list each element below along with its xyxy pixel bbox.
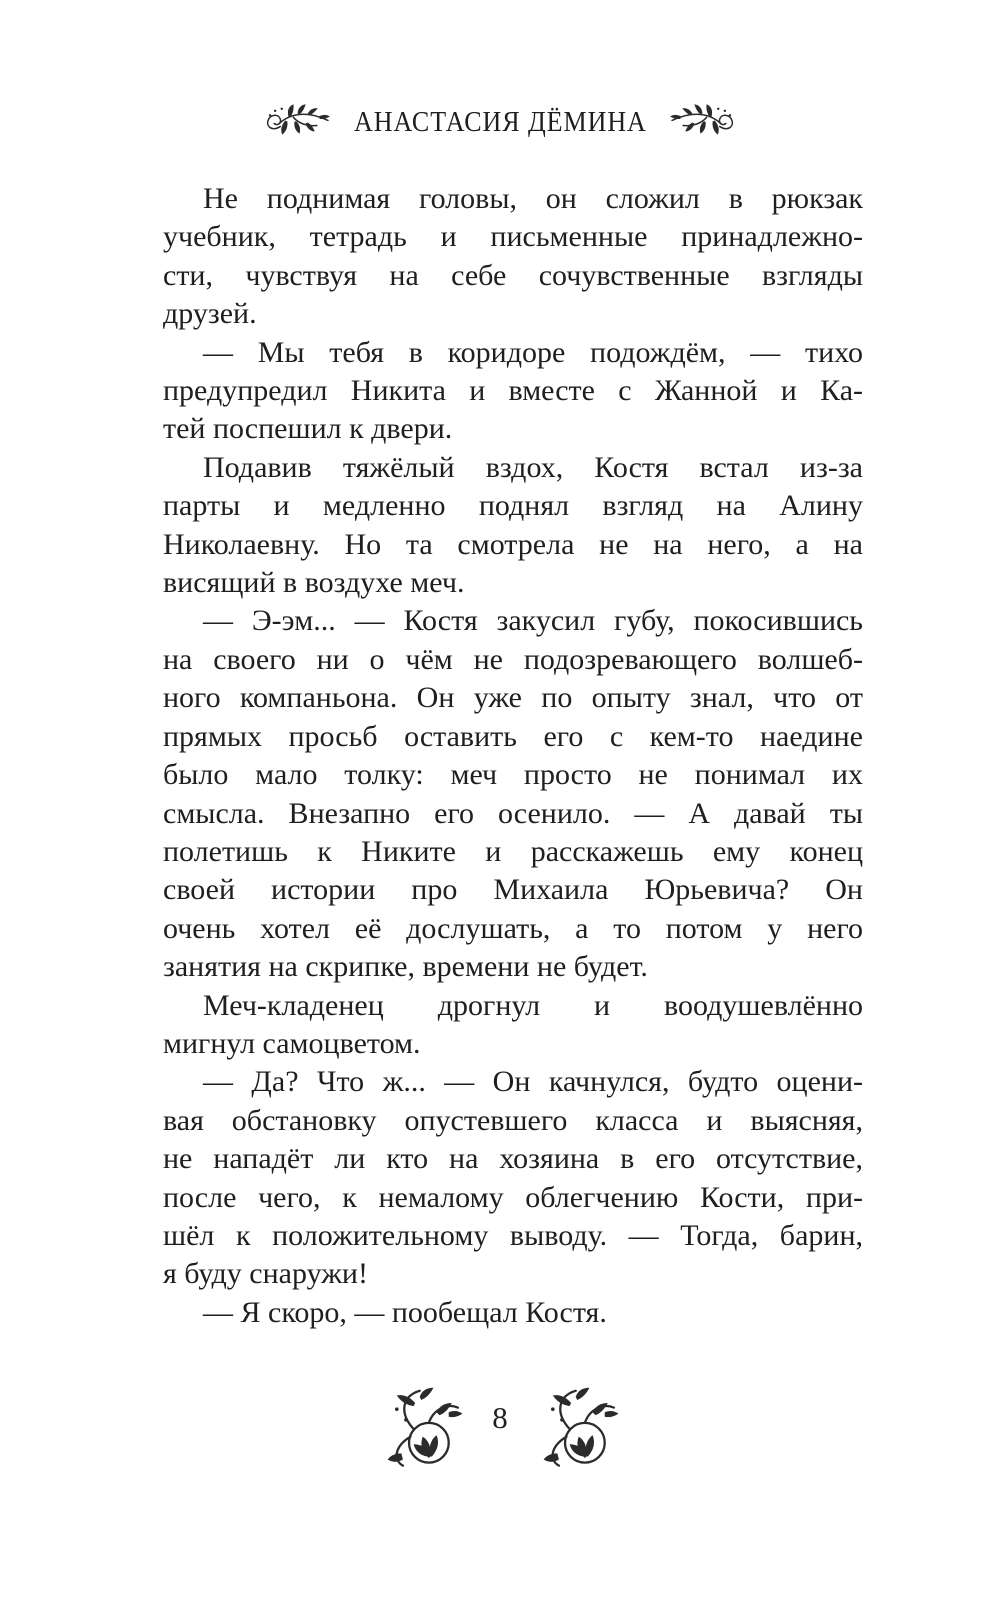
text-line: предупредил Никита и вместе с Жанной и Ка- xyxy=(163,374,863,408)
text-line: я буду снаружи! xyxy=(163,1257,368,1291)
page-footer xyxy=(0,1386,1000,1472)
text-line: вая обстановку опустевшего класса и выясняя, xyxy=(163,1103,863,1137)
text-line: парты и медленно поднял взгляд на Алину xyxy=(163,489,863,523)
floral-flourish-icon xyxy=(669,96,735,150)
paragraph xyxy=(163,1063,863,1293)
paragraph xyxy=(163,987,863,1064)
author-name: АНАСТАСИЯ ДЁМИНА xyxy=(353,107,647,138)
text-line: очень хотел её дослушать, а то потом у него xyxy=(163,911,863,945)
text-line: прямых просьб оставить его с кем-то наедине xyxy=(163,719,863,753)
page-number: 8 xyxy=(492,1400,508,1435)
text-line: Не поднимая головы, он сложил в рюкзак xyxy=(203,182,863,215)
floral-flourish-icon xyxy=(265,96,331,150)
text-line: — Я скоро, — пообещал Костя. xyxy=(203,1295,607,1329)
text-line: Меч-кладенец дрогнул и воодушевлённо xyxy=(203,988,863,1022)
text-line: мигнул самоцветом. xyxy=(163,1026,421,1060)
text-line: Подавив тяжёлый вздох, Костя встал из-за xyxy=(203,450,863,484)
paragraph xyxy=(163,1294,863,1332)
text-line: друзей. xyxy=(163,297,257,331)
text-line: после чего, к немалому облегчению Кости, при- xyxy=(163,1180,863,1214)
page-text xyxy=(163,180,863,1332)
text-line: — Мы тебя в коридоре подождём, — тихо xyxy=(203,335,863,369)
paragraph xyxy=(163,602,863,986)
text-line: ного компаньона. Он уже по опыту знал, что от xyxy=(163,681,863,715)
floral-flourish-circle-icon xyxy=(380,1386,464,1472)
text-line: Николаевну. Но та смотрела не на него, а на xyxy=(163,527,863,561)
text-line: шёл к положительному выводу. — Тогда, барин, xyxy=(163,1218,863,1252)
text-line: занятия на скрипке, времени не будет. xyxy=(163,950,648,984)
text-line: учебник, тетрадь и письменные принадлежно- xyxy=(163,220,863,254)
text-line: — Да? Что ж... — Он качнулся, будто оцени- xyxy=(203,1065,863,1099)
text-line: своей истории про Михаила Юрьевича? Он xyxy=(163,873,863,907)
text-line: на своего ни о чём не подозревающего волшеб- xyxy=(163,642,863,676)
text-line: висящий в воздухе меч. xyxy=(163,566,465,600)
running-header xyxy=(0,96,1000,150)
text-line: не нападёт ли кто на хозяина в его отсутствие, xyxy=(163,1142,863,1176)
floral-flourish-circle-icon xyxy=(536,1386,620,1472)
text-line: смысла. Внезапно его осенило. — А давай ты xyxy=(163,796,863,830)
text-line: сти, чувствуя на себе сочувственные взгляды xyxy=(163,258,863,292)
paragraph xyxy=(163,449,863,603)
paragraph xyxy=(163,180,863,334)
paragraph xyxy=(163,334,863,449)
text-line: полетишь к Никите и расскажешь ему конец xyxy=(163,834,863,868)
text-line: тей поспешил к двери. xyxy=(163,412,453,446)
text-line: — Э-эм... — Костя закусил губу, покосившись xyxy=(203,604,863,638)
text-line: было мало толку: меч просто не понимал их xyxy=(163,758,863,792)
